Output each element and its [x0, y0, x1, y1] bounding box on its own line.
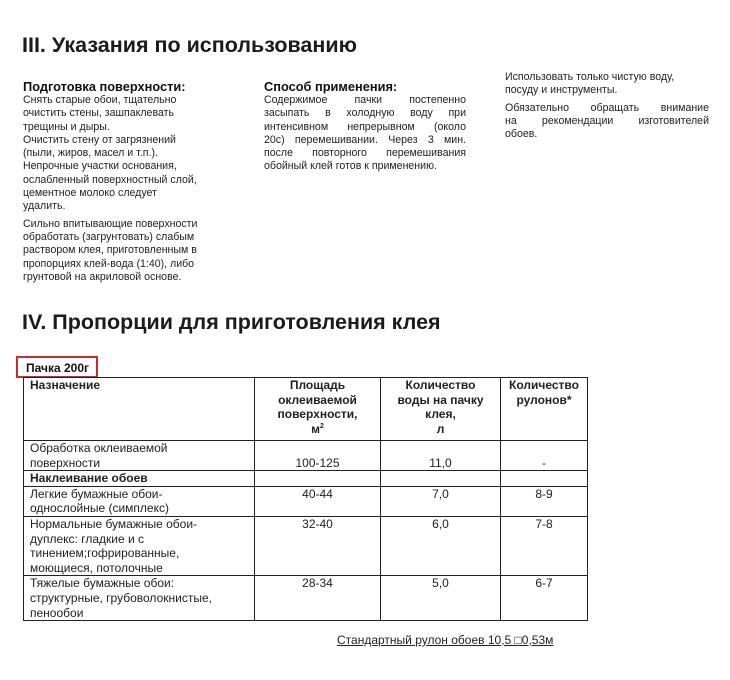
- row-rolls: 7-8: [501, 516, 588, 575]
- row-area: 40-44: [255, 486, 381, 516]
- surface-preparation-block: [23, 79, 228, 284]
- row-name: Обработка оклеиваемой поверхности: [24, 441, 255, 471]
- group-label: Наклеивание обоев: [24, 471, 255, 487]
- application-method-heading: Способ применения:: [264, 79, 398, 94]
- row-water: 6,0: [381, 516, 501, 575]
- header-area: Площадь оклеиваемой поверхности, $м^2$: [255, 378, 381, 441]
- row-name: Тяжелые бумажные обои: структурные, грубоволокнистые, пенообои: [24, 576, 255, 621]
- row-water: 5,0: [381, 576, 501, 621]
- standard-roll-footnote: Стандартный рулон обоев 10,5 □0,53м: [337, 633, 554, 647]
- row-water: 11,0: [381, 441, 501, 471]
- row-rolls: 8-9: [501, 486, 588, 516]
- table-row: [24, 576, 588, 621]
- table-header-row: [24, 378, 588, 441]
- surface-preparation-text-2: Сильно впитывающие поверхности обработать (загрунтовать) слабым раствором клея, приготовленным в пропорциях клей-вода (1:40), либо грунтовой на акриловой основе.: [23, 217, 198, 283]
- pack-size-label: Пачка 200г: [26, 361, 89, 375]
- table-row: [24, 441, 588, 471]
- row-rolls: 6-7: [501, 576, 588, 621]
- application-method-text: Содержимое пачки постепенно засыпать в холодную воду при интенсивном непрерывном (около 20с) перемешивании. Через 3 мин. после повторного перемешивания обойный клей готов к применению.: [264, 94, 466, 173]
- usage-notes-block: [505, 71, 709, 141]
- header-water: Количество воды на пачку клея, л: [381, 378, 501, 441]
- row-name: Нормальные бумажные обои- дуплекс: гладкие и с тинением;гофрированные, моющиеся, потолочные: [24, 516, 255, 575]
- usage-notes-text-1: Использовать только чистую воду, посуду и инструменты.: [505, 71, 675, 97]
- row-area: 28-34: [255, 576, 381, 621]
- row-name: Легкие бумажные обои- однослойные (симплекс): [24, 486, 255, 516]
- application-method-block: [264, 79, 466, 174]
- row-water: 7,0: [381, 486, 501, 516]
- table-row: [24, 516, 588, 575]
- usage-notes-text-2: Обязательно обращать внимание на рекомендации изготовителей обоев.: [505, 101, 709, 141]
- surface-preparation-heading: Подготовка поверхности:: [23, 79, 186, 94]
- section-3-title: III. Указания по использованию: [22, 33, 357, 57]
- header-rolls: Количество рулонов*: [501, 378, 588, 441]
- row-area: 100-125: [255, 441, 381, 471]
- table-group-row: [24, 471, 588, 487]
- surface-preparation-text-1: Снять старые обои, тщательно очистить стены, зашпаклевать трещины и дыры. Очистить стену от загрязнений (пыли, жиров, масел и т.п.). Непрочные участки основания, ослабленный поверхностный слой, цементное молоко следует удалить.: [23, 94, 197, 213]
- table-row: [24, 486, 588, 516]
- pack-size-highlight: [16, 356, 98, 378]
- header-purpose: Назначение: [24, 378, 255, 441]
- section-4-title: IV. Пропорции для приготовления клея: [22, 310, 441, 334]
- row-rolls: -: [501, 441, 588, 471]
- row-area: 32-40: [255, 516, 381, 575]
- proportions-table: [23, 377, 588, 621]
